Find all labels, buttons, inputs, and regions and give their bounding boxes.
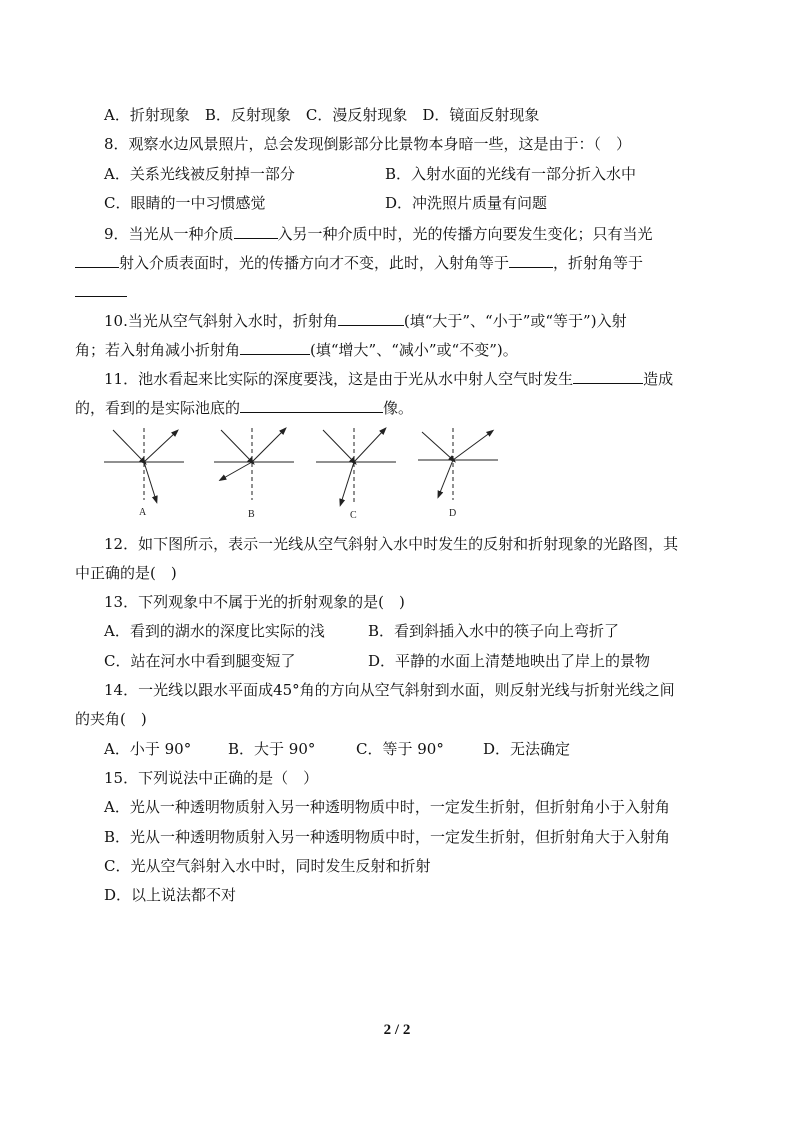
q9-line1: 9．当光从一种介质 入另一种介质中时，光的传播方向要发生变化；只有当光 [104, 225, 653, 243]
q8-option-b: B．入射水面的光线有一部分折入水中 [385, 165, 637, 183]
q15-option-c: C．光从空气斜射入水中时，同时发生反射和折射 [104, 857, 431, 875]
q13-stem: 13．下列观象中不属于光的折射观象的是( ) [104, 593, 405, 611]
diagram-a [104, 428, 184, 500]
diagram-b [214, 428, 294, 500]
q8-option-a: A．关系光线被反射掉一部分 [104, 165, 295, 183]
q10-line1: 10.当光从空气斜射入水时，折射角 (填“大于”、“小于”或“等于”)入射 [104, 312, 627, 330]
q14-line2: 的夹角( ) [75, 710, 147, 728]
q10-line2: 角；若入射角减小折射角 (填“增大”、“减小”或“不变”)。 [75, 341, 518, 359]
q14-line1: 14．一光线以跟水平面成45°角的方向从空气斜射到水面，则反射光线与折射光线之间 [104, 681, 675, 699]
figure-label-c: C [350, 510, 357, 521]
q15-option-b: B．光从一种透明物质射入另一种透明物质中时，一定发生折射，但折射角大于入射角 [104, 828, 671, 846]
q11-line1: 11．池水看起来比实际的深度要浅，这是由于光从水中射人空气时发生 造成 [104, 370, 674, 388]
q8-option-d: D．冲洗照片质量有问题 [385, 194, 548, 212]
diagram-d [418, 428, 498, 500]
q12-line2: 中正确的是( ) [75, 564, 177, 582]
q14-option-d: D．无法确定 [483, 740, 571, 758]
q13-option-b: B．看到斜插入水中的筷子向上弯折了 [368, 622, 620, 640]
page-number: 2 / 2 [383, 1022, 411, 1038]
q14-option-a: A．小于 90° [104, 740, 192, 758]
q15-option-d: D．以上说法都不对 [104, 886, 237, 904]
figure-label-d: D [449, 508, 457, 519]
q8-option-c: C．眼睛的一中习惯感觉 [104, 194, 266, 212]
figure-label-a: A [139, 507, 147, 518]
diagram-c [316, 428, 396, 504]
q13-option-a: A．看到的湖水的深度比实际的浅 [104, 622, 325, 640]
q7-options: A．折射现象 B．反射现象 C．漫反射现象 D．镜面反射现象 [104, 106, 540, 124]
figure-label-b: B [248, 509, 255, 520]
q8-stem: 8．观察水边风景照片，总会发现倒影部分比景物本身暗一些，这是由于：（ ） [104, 135, 632, 153]
q13-option-c: C．站在河水中看到腿变短了 [104, 652, 296, 670]
q9-line2: 射入介质表面时，光的传播方向才不变，此时，入射角等于 ，折射角等于 [75, 252, 643, 273]
q14-option-b: B．大于 90° [228, 740, 316, 758]
q15-option-a: A．光从一种透明物质射入另一种透明物质中时，一定发生折射，但折射角小于入射角 [104, 798, 670, 816]
q14-option-c: C．等于 90° [356, 740, 444, 758]
q15-stem: 15．下列说法中正确的是（ ） [104, 769, 319, 787]
q11-line2: 的，看到的是实际池底的 像。 [75, 399, 414, 417]
q13-option-d: D．平静的水面上清楚地映出了岸上的景物 [368, 652, 651, 670]
q12-line1: 12．如下图所示，表示一光线从空气斜射入水中时发生的反射和折射现象的光路图，其 [104, 535, 679, 553]
